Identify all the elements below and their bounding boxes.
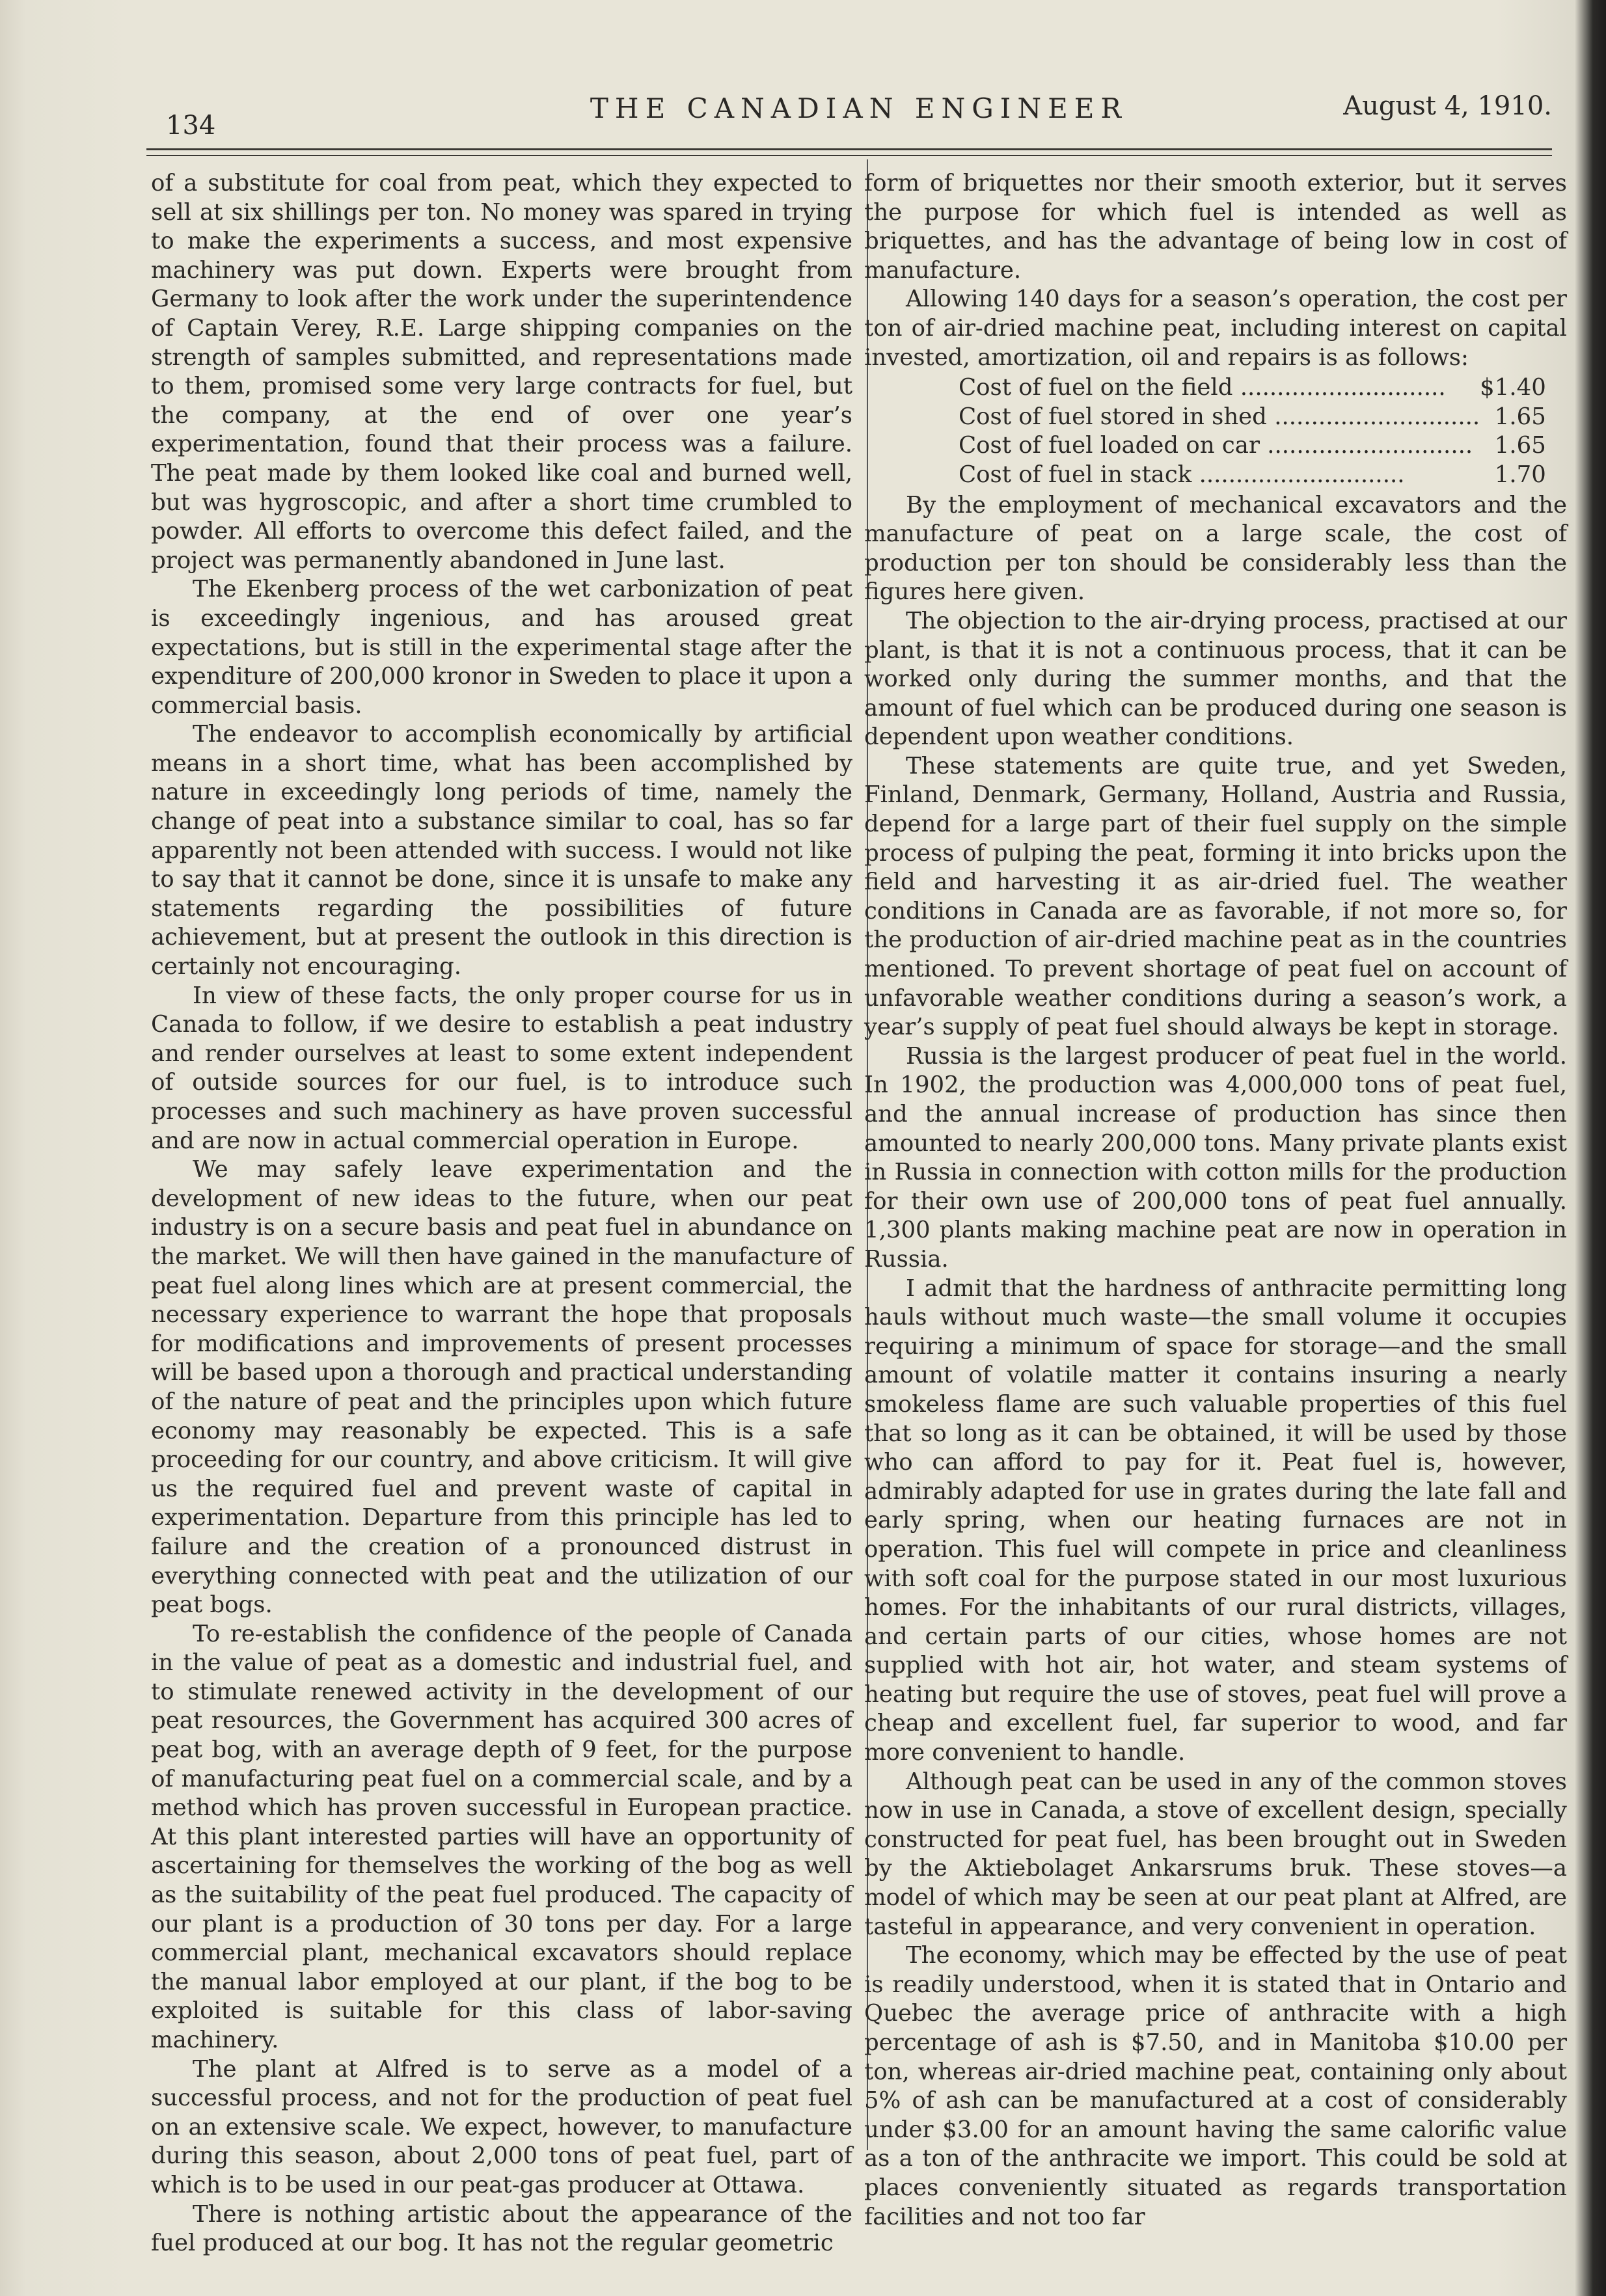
paragraph: I admit that the hardness of anthracite permitting long hauls without much waste—the small volume it occupies requiring a minimum of space for storage—and the small amount of volatile matter it contains insuring a nearly smokeless flame are such valuable properties of this fuel that so long as it can be obtained, it will be used by those who can afford to pay for it. Peat fuel is, however, admirably adapted for use in grates during the late fall and early spring, when our heating furnaces are not in operation. This fuel will compete in price and cleanliness with soft coal for the purpose stated in our most luxurious homes. For the inhabitants of our rural districts, villages, and certain parts of our cities, whose homes are not supplied with hot air, hot water, and steam systems of heating but require the use of stoves, peat fuel will prove a cheap and excellent fuel, far superior to wood, and far more convenient to handle.: [864, 1275, 1567, 1766]
paragraph: There is nothing artistic about the appearance of the fuel produced at our bog. It has not the regular geometric: [151, 2200, 852, 2257]
cost-row: [959, 373, 1546, 403]
cost-item: Cost of fuel loaded on car ............................: [959, 432, 1473, 459]
paragraph: The Ekenberg process of the wet carbonization of peat is exceedingly ingenious, and has aroused great expectations, but is still in the experimental stage after the expenditure of 200,000 kronor in Sweden to place it upon a commercial basis.: [151, 576, 852, 719]
paragraph: The plant at Alfred is to serve as a model of a successful process, and not for the production of peat fuel on an extensive scale. We expect, however, to manufacture during this season, about 2,000 tons of peat fuel, part of which is to be used in our peat-gas producer at Ottawa.: [151, 2055, 852, 2198]
cost-row: [959, 461, 1546, 490]
paragraph: Russia is the largest producer of peat fuel in the world. In 1902, the production was 4,000,000 tons of peat fuel, and the annual increase of production has since then amounted to nearly 200,000 tons. Many private plants exist in Russia in connection with cotton mills for the production for their own use of 200,000 tons of peat fuel annually. 1,300 plants making machine peat are now in operation in Russia.: [864, 1042, 1567, 1273]
paragraph: By the employment of mechanical excavators and the manufacture of peat on a large scale, the cost of production per ton should be considerably less than the figures here given.: [864, 491, 1567, 606]
right-column: [864, 169, 1567, 2232]
paragraph: These statements are quite true, and yet Sweden, Finland, Denmark, Germany, Holland, Austria and Russia, depend for a large part of their fuel supply on the simple process of pulping the peat, forming it into bricks upon the field and harvesting it as air-dried fuel. The weather conditions in Canada are as favorable, if not more so, for the production of air-dried machine peat as in the countries mentioned. To prevent shortage of peat fuel on account of unfavorable weather conditions during a season’s work, a year’s supply of peat fuel should always be kept in storage.: [864, 752, 1567, 1041]
page-header: [166, 85, 1552, 141]
paragraph: Although peat can be used in any of the common stoves now in use in Canada, a stove of excellent design, specially constructed for peat fuel, has been brought out in Sweden by the Aktiebolaget Ankarsrums bruk. These stoves—a model of which may be seen at our peat plant at Alfred, are tasteful in appearance, and very convenient in operation.: [864, 1768, 1567, 1940]
paragraph: The endeavor to accomplish economically by artificial means in a short time, what has been accomplished by nature in exceedingly long periods of time, namely the change of peat into a substance similar to coal, has so far apparently not been attended with success. I would not like to say that it cannot be done, since it is unsafe to make any statements regarding the possibilities of future achievement, but at present the outlook in this direction is certainly not encouraging.: [151, 721, 852, 980]
cost-item: Cost of fuel in stack ............................: [959, 461, 1405, 488]
cost-value: 1.65: [1494, 403, 1546, 430]
paragraph: of a substitute for coal from peat, which they expected to sell at six shillings per ton. No money was spared in trying to make the experiments a success, and most expensive machinery was put down. Experts were brought from Germany to look after the work under the superintendence of Captain Verey, R.E. Large shipping companies on the strength of samples submitted, and representations made to them, promised some very large contracts for fuel, but the company, at the end of over one year’s experimentation, found that their process was a failure. The peat made by them looked like coal and burned well, but was hygroscopic, and after a short time crumbled to powder. All efforts to overcome this defect failed, and the project was permanently abandoned in June last.: [151, 170, 852, 574]
paragraph: In view of these facts, the only proper course for us in Canada to follow, if we desire to establish a peat industry and render ourselves at least to some extent independent of outside sources for our fuel, is to introduce such processes and such machinery as have proven successful and are now in actual commercial operation in Europe.: [151, 982, 852, 1154]
paragraph: We may safely leave experimentation and the development of new ideas to the future, when our peat industry is on a secure basis and peat fuel in abundance on the market. We will then have gained in the manufacture of peat fuel along lines which are at present commercial, the necessary experience to warrant the hope that proposals for modifications and improvements of present processes will be based upon a thorough and practical understanding of the nature of peat and the principles upon which future economy may reasonably be expected. This is a safe proceeding for our country, and above criticism. It will give us the required fuel and prevent waste of capital in experimentation. Departure from this principle has led to failure and the creation of a pronounced distrust in everything connected with peat and the utilization of our peat bogs.: [151, 1156, 852, 1619]
issue-date: August 4, 1910.: [1343, 91, 1552, 121]
paragraph: To re-establish the confidence of the people of Canada in the value of peat as a domestic and industrial fuel, and to stimulate renewed activity in the development of our peat resources, the Government has acquired 300 acres of peat bog, with an average depth of 9 feet, for the purpose of manufacturing peat fuel on a commercial scale, and by a method which has proven successful in European practice. At this plant interested parties will have an opportunity of ascertaining for themselves the working of the bog as well as the suitability of the peat fuel produced. The capacity of our plant is a production of 30 tons per day. For a large commercial plant, mechanical excavators should replace the manual labor employed at our plant, if the bog to be exploited is suitable for this class of labor-saving machinery.: [151, 1620, 852, 2053]
journal-title: THE CANADIAN ENGINEER: [590, 92, 1128, 124]
paragraph: form of briquettes nor their smooth exterior, but it serves the purpose for which fuel is intended as well as briquettes, and has the advantage of being low in cost of manufacture.: [864, 170, 1567, 284]
cost-value: 1.70: [1494, 461, 1546, 488]
paragraph: Allowing 140 days for a season’s operation, the cost per ton of air-dried machine peat, including interest on capital invested, amortization, oil and repairs is as follows:: [864, 286, 1567, 371]
page-number: 134: [166, 111, 216, 141]
paragraph: The objection to the air-drying process, practised at our plant, is that it is not a continuous process, that it can be worked only during the summer months, and that the amount of fuel which can be produced during one season is dependent upon weather conditions.: [864, 607, 1567, 751]
cost-value: 1.65: [1494, 432, 1546, 459]
cost-row: [959, 403, 1546, 432]
header-rule: [146, 155, 1552, 156]
header-rule: [146, 148, 1552, 150]
left-column: [151, 169, 852, 2258]
cost-table: [959, 373, 1546, 489]
cost-value: $1.40: [1480, 374, 1546, 401]
paragraph: The economy, which may be effected by the use of peat is readily understood, when it is stated that in Ontario and Quebec the average price of anthracite with a high percentage of ash is $7.50, and in Manitoba $10.00 per ton, whereas air-dried machine peat, containing only about 5% of ash can be manufactured at a cost of considerably under $3.00 for an amount having the same calorific value as a ton of the anthracite we import. This could be sold at places conveniently situated as regards transportation facilities and not too far: [864, 1942, 1567, 2230]
cost-item: Cost of fuel stored in shed ............................: [959, 403, 1480, 430]
cost-item: Cost of fuel on the field ............................: [959, 374, 1446, 401]
cost-row: [959, 431, 1546, 461]
